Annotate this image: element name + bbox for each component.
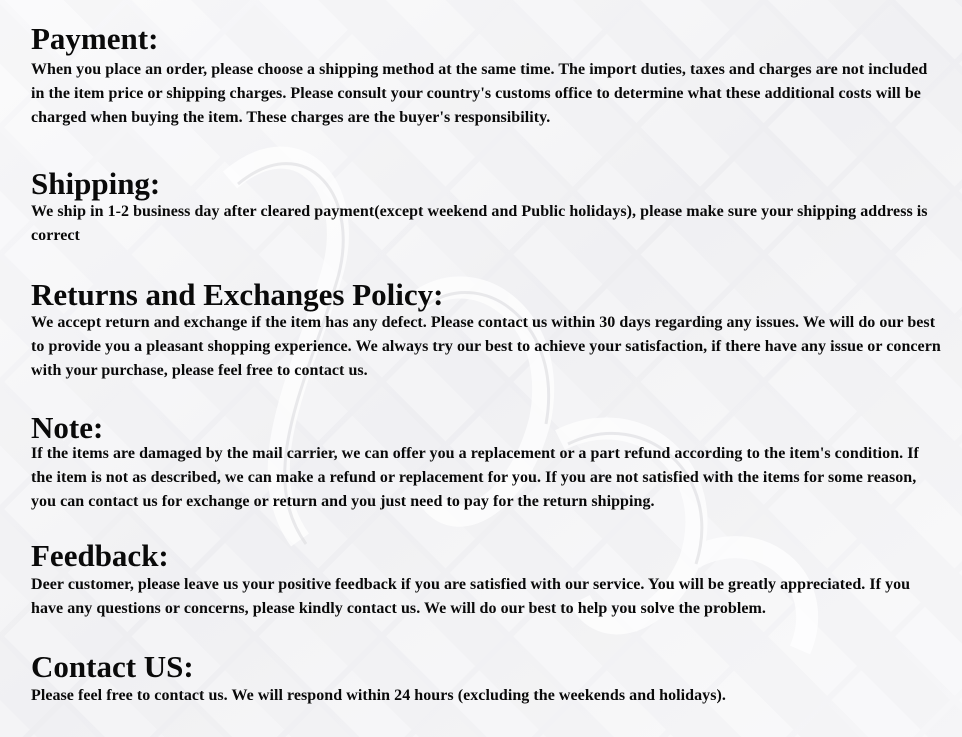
payment-text: When you place an order, please choose a shipping method at the same time. The import duties, taxes and charges are not included in the item price or shipping charges. Please consult your country's customs office to determine what these additional costs will be charged when buying the item. These charges are the buyer's responsibility.	[31, 61, 928, 126]
shipping-heading: Shipping:	[31, 166, 161, 201]
contact-heading: Contact US:	[31, 649, 194, 684]
shipping-text: We ship in 1-2 business day after cleared payment(except weekend and Public holidays), please make sure your shipping address is correct	[31, 203, 928, 244]
payment-heading: Payment:	[31, 21, 159, 56]
returns-heading: Returns and Exchanges Policy:	[31, 277, 444, 312]
returns-section	[31, 278, 941, 383]
note-text: If the items are damaged by the mail carrier, we can offer you a replacement or a part refund according to the item's condition. If the item is not as described, we can make a refund or replacement for you. If you are not satisfied with the items for some reason, you can contact us for exchange or return and you just need to pay for the return shipping.	[31, 445, 919, 510]
shipping-section	[31, 167, 941, 248]
note-section	[31, 411, 941, 514]
feedback-section	[31, 539, 941, 621]
note-heading: Note:	[31, 410, 104, 445]
feedback-heading: Feedback:	[31, 538, 169, 573]
contact-section	[31, 650, 941, 708]
contact-text: Please feel free to contact us. We will respond within 24 hours (excluding the weekends and holidays).	[31, 687, 726, 704]
returns-text: We accept return and exchange if the item has any defect. Please contact us within 30 days regarding any issues. We will do our best to provide you a pleasant shopping experience. We always try our best to achieve your satisfaction, if there have any issue or concern with your purchase, please feel free to contact us.	[31, 314, 941, 379]
payment-section	[31, 22, 941, 130]
feedback-text: Deer customer, please leave us your positive feedback if you are satisfied with our service. You will be greatly appreciated. If you have any questions or concerns, please kindly contact us. We will do our best to help you solve the problem.	[31, 576, 911, 617]
